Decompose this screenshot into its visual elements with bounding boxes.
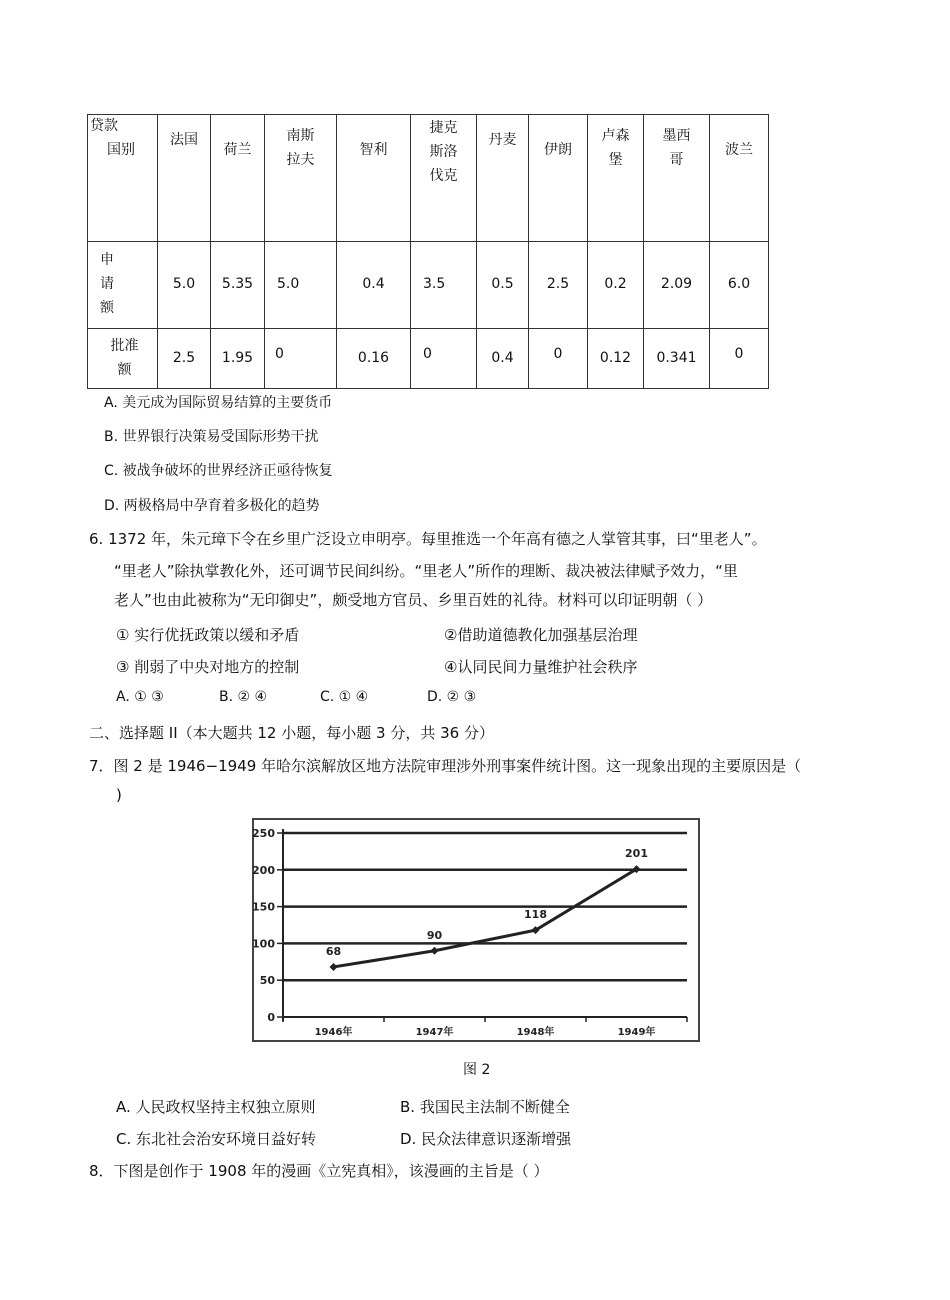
loan-table <box>87 114 769 389</box>
country-name: 智利 <box>359 142 388 158</box>
q6-line-2: “里老人”除执掌教化外，还可调节民间纠纷。“里老人”所作的理断、裁决被法律赋予效力，“里 <box>114 562 738 580</box>
q5-option-a: A. 美元成为国际贸易结算的主要货币 <box>104 395 333 411</box>
row-label-line: 批准 <box>110 337 139 354</box>
q6-option-a: A. ① ③ <box>116 689 164 705</box>
y-tick-label: 100 <box>252 937 275 951</box>
y-tick-label: 50 <box>259 974 275 988</box>
country-name: 斯洛 <box>429 143 458 160</box>
data-label: 201 <box>625 847 648 861</box>
row-label-line: 申 <box>100 252 114 269</box>
table-cell: 2.5 <box>158 329 211 389</box>
y-tick-label: 200 <box>252 863 275 877</box>
table-cell: 0 <box>710 329 769 389</box>
table-cell: 0 <box>411 329 477 389</box>
table-cell: 5.35 <box>211 242 265 329</box>
country-cell <box>211 115 265 242</box>
country-name: 伐克 <box>429 167 458 184</box>
country-name: 荷兰 <box>223 142 252 158</box>
country-cell <box>158 115 211 242</box>
table-cell: 0.16 <box>337 329 411 389</box>
q6-item-3: ③ 削弱了中央对地方的控制 <box>116 658 300 676</box>
table-cell: 0.4 <box>477 329 529 389</box>
x-tick-label: 1949年 <box>617 1027 656 1038</box>
country-name: 南斯 <box>286 128 315 144</box>
table-cell: 0.4 <box>337 242 411 329</box>
country-name: 哥 <box>669 151 684 168</box>
q6-item-2: ②借助道德教化加强基层治理 <box>444 626 638 644</box>
data-label: 118 <box>524 908 547 922</box>
row-label-line: 额 <box>117 361 132 378</box>
country-cell <box>337 115 411 242</box>
country-cell <box>265 115 337 242</box>
q5-option-d: D. 两极格局中孕育着多极化的趋势 <box>104 498 320 514</box>
table-cell: 2.5 <box>529 242 588 329</box>
data-label: 90 <box>426 928 443 942</box>
q7-option-b: B. 我国民主法制不断健全 <box>400 1098 570 1116</box>
y-tick-label: 250 <box>252 827 275 840</box>
row-label-cell <box>88 242 158 329</box>
header-label-line: 国别 <box>107 141 135 158</box>
country-name: 伊朗 <box>544 142 572 158</box>
figure-caption: 图 2 <box>463 1062 491 1078</box>
country-cell <box>710 115 769 242</box>
country-name: 丹麦 <box>488 132 517 148</box>
table-cell: 0.5 <box>477 242 529 329</box>
x-tick-label: 1948年 <box>516 1027 555 1038</box>
table-cell: 5.0 <box>265 242 337 329</box>
table-cell: 1.95 <box>211 329 265 389</box>
header-label-line: 贷款 <box>90 118 118 134</box>
q6-item-1: ① 实行优抚政策以缓和矛盾 <box>116 626 300 644</box>
row-label-line: 请 <box>100 276 114 293</box>
q7-option-c: C. 东北社会治安环境日益好转 <box>116 1130 317 1148</box>
country-name: 法国 <box>170 132 198 148</box>
row-label-line: 额 <box>100 299 114 316</box>
q5-option-b: B. 世界银行决策易受国际形势干扰 <box>104 429 319 445</box>
country-cell <box>411 115 477 242</box>
q7-line-2: ) <box>116 786 122 804</box>
data-label: 68 <box>325 944 342 958</box>
country-name: 拉夫 <box>286 151 315 168</box>
q6-line-1: 6. 1372 年，朱元璋下令在乡里广泛设立申明亭。每里推选一个年高有德之人掌管其事，曰“里老人”。 <box>89 530 767 548</box>
country-name: 堡 <box>608 151 623 168</box>
q7-line-1: 7．图 2 是 1946−1949 年哈尔滨解放区地方法院审理涉外刑事案件统计图。这一现象出现的主要原因是（ <box>89 757 802 775</box>
table-cell: 2.09 <box>644 242 710 329</box>
q6-option-c: C. ① ④ <box>320 689 369 705</box>
case-count-line-chart <box>249 817 701 1044</box>
table-cell: 6.0 <box>710 242 769 329</box>
q6-item-4: ④认同民间力量维护社会秩序 <box>444 658 638 676</box>
table-cell: 0 <box>265 329 337 389</box>
x-tick-label: 1946年 <box>314 1027 353 1038</box>
table-cell: 0.341 <box>644 329 710 389</box>
q6-option-b: B. ② ④ <box>219 689 268 705</box>
section-2-title: 二、选择题 II（本大题共 12 小题，每小题 3 分，共 36 分） <box>89 724 494 742</box>
country-name: 捷克 <box>429 120 458 136</box>
q5-option-c: C. 被战争破坏的世界经济正亟待恢复 <box>104 463 333 479</box>
x-tick-label: 1947年 <box>415 1027 454 1038</box>
table-cell: 0.2 <box>588 242 644 329</box>
country-cell <box>644 115 710 242</box>
q8-line-1: 8．下图是创作于 1908 年的漫画《立宪真相》，该漫画的主旨是（ ） <box>89 1162 549 1180</box>
q7-option-a: A. 人民政权坚持主权独立原则 <box>116 1098 316 1116</box>
row-label-cell <box>88 329 158 389</box>
q6-option-d: D. ② ③ <box>427 689 477 705</box>
country-name: 墨西 <box>662 128 691 144</box>
table-cell: 3.5 <box>411 242 477 329</box>
table-cell: 0 <box>529 329 588 389</box>
country-cell <box>529 115 588 242</box>
country-name: 卢森 <box>601 128 630 144</box>
country-cell <box>477 115 529 242</box>
y-tick-label: 150 <box>252 900 275 914</box>
q6-line-3: 老人”也由此被称为“无印御史”，颇受地方官员、乡里百姓的礼待。材料可以印证明朝（ ） <box>114 591 713 609</box>
table-cell: 0.12 <box>588 329 644 389</box>
table-cell: 5.0 <box>158 242 211 329</box>
q7-option-d: D. 民众法律意识逐渐增强 <box>400 1130 572 1148</box>
y-tick-label: 0 <box>267 1011 275 1024</box>
header-label-cell <box>88 115 158 242</box>
country-name: 波兰 <box>725 142 753 158</box>
country-cell <box>588 115 644 242</box>
